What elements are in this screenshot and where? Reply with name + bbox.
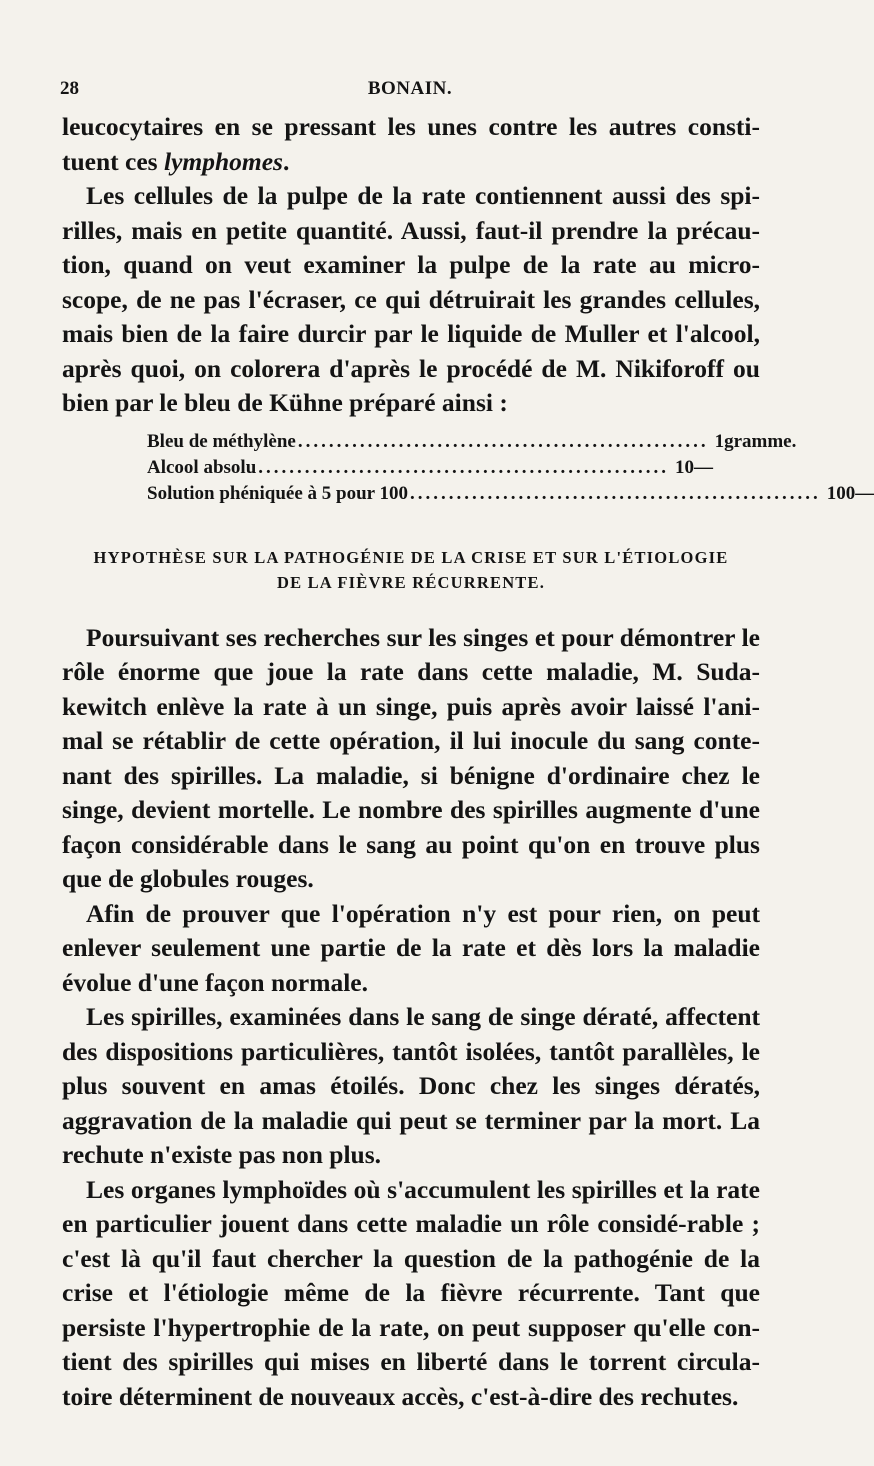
page-header — [60, 78, 760, 104]
page-number: 28 — [60, 78, 79, 99]
italic-term: lymphomes — [163, 146, 283, 176]
body-text — [62, 110, 874, 1414]
paragraph: Poursuivant ses recherches sur les singes et pour démontrer le rôle énorme que joue la rate dans cette maladie, M. Suda-kewitch enlève la rate à un singe, puis après avoir laissé l'ani-mal se rétablir de cette opération, il lui inocule du sang conte-nant des spirilles. La maladie, si bénigne d'ordinaire chez le singe, devient mortelle. Le nombre des spirilles augmente d'une façon considérable dans le sang au point qu'on en trouve plus que de globules rouges. — [62, 622, 760, 893]
paragraph: Afin de prouver que l'opération n'y est pour rien, on peut enlever seulement une partie de la rate et dès lors la maladie évolue d'une façon normale. — [62, 898, 760, 997]
dot-leader: ..................................................... — [409, 482, 821, 504]
dot-leader: ..................................................... — [297, 430, 709, 452]
recipe-list — [147, 429, 874, 507]
ingredient-quantity: 1 — [714, 430, 725, 452]
dot-leader: ..................................................... — [258, 456, 670, 478]
paragraph-text: . — [282, 146, 290, 176]
paragraph-text: leucocytaires en se pressant les unes contre les autres consti-tuent ces — [62, 112, 760, 176]
running-head: BONAIN. — [367, 78, 453, 99]
ingredient-quantity: 100 — [826, 482, 856, 504]
paragraph: Les cellules de la pulpe de la rate contiennent aussi des spi-rilles, mais en petite quantité. Aussi, faut-il prendre la précau-tion, quand on veut examiner la pulpe de la rate au micro-scope, de ne pas l'écraser, ce qui détruirait les grandes cellules, mais bien de la faire durcir par le liquide de Muller et l'alcool, après quoi, on colorera d'après le procédé de M. Nikiforoff ou bien par le bleu de Kühne préparé ainsi : — [62, 181, 760, 417]
ingredient-unit: — — [855, 482, 874, 504]
ingredient-name: Bleu de méthylène — [147, 430, 296, 452]
paragraph — [62, 110, 760, 179]
recipe-row — [147, 481, 874, 507]
paragraph: Les spirilles, examinées dans le sang de singe dératé, affectent des dispositions particulières, tantôt isolées, tantôt parallèles, le plus souvent en amas étoilés. Donc chez les singes dératés, aggravation de la maladie qui peut se terminer par la mort. La rechute n'existe pas non plus. — [62, 1002, 760, 1169]
section-heading-line: DE LA FIÈVRE RÉCURRENTE. — [276, 572, 546, 592]
section-heading — [62, 545, 760, 595]
ingredient-name: Alcool absolu — [147, 456, 257, 478]
recipe-row — [147, 455, 714, 481]
ingredient-name: Solution phéniquée à 5 pour 100 — [147, 482, 408, 504]
ingredient-unit: — — [694, 456, 714, 478]
section-heading-line: HYPOTHÈSE SUR LA PATHOGÉNIE DE LA CRISE ET SUR L'ÉTIOLOGIE — [93, 547, 729, 567]
ingredient-quantity: 10 — [675, 456, 695, 478]
paragraph: Les organes lymphoïdes où s'accumulent les spirilles et la rate en particulier jouent dans cette maladie un rôle considé-rable ; c'est là qu'il faut chercher la question de la pathogénie de la crise et l'étiologie même de la fièvre récurrente. Tant que persiste l'hypertrophie de la rate, on peut supposer qu'elle con-tient des spirilles qui mises en liberté dans le torrent circula-toire déterminent de nouveaux accès, c'est-à-dire des rechutes. — [62, 1174, 760, 1411]
recipe-row — [147, 429, 797, 455]
ingredient-unit: gramme. — [724, 430, 797, 452]
